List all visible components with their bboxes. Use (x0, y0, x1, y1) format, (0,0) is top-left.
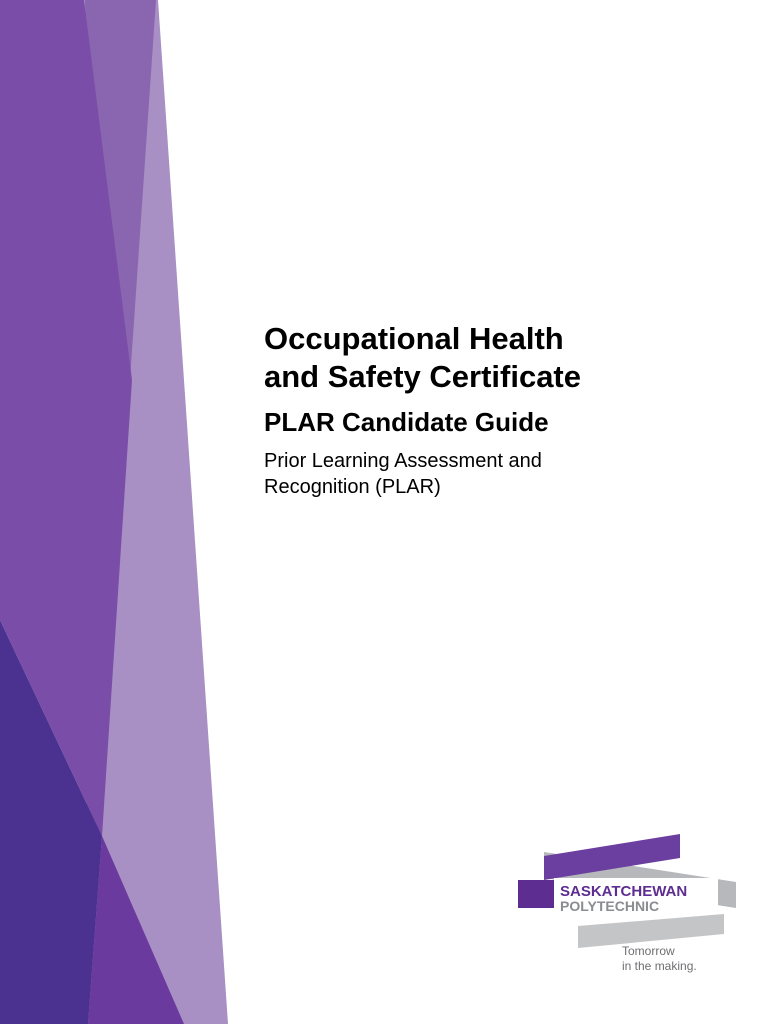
document-description-line-1: Prior Learning Assessment and (264, 450, 542, 472)
cover-title-block (264, 320, 744, 500)
logo-tagline-line-1: Tomorrow (622, 944, 675, 958)
document-title-line-2: and Safety Certificate (264, 359, 581, 394)
logo-name-line-2: POLYTECHNIC (560, 898, 660, 914)
logo-swoosh-gray-lower (578, 914, 724, 948)
document-subtitle: PLAR Candidate Guide (264, 407, 549, 437)
document-description-line-2: Recognition (PLAR) (264, 476, 441, 498)
document-title-line-1: Occupational Health (264, 321, 564, 356)
document-description (264, 448, 744, 500)
document-title (264, 320, 744, 396)
logo-tagline-line-2: in the making. (622, 959, 697, 973)
saskatchewan-polytechnic-logo (514, 830, 744, 980)
logo-name-line-1: SASKATCHEWAN (560, 883, 688, 900)
